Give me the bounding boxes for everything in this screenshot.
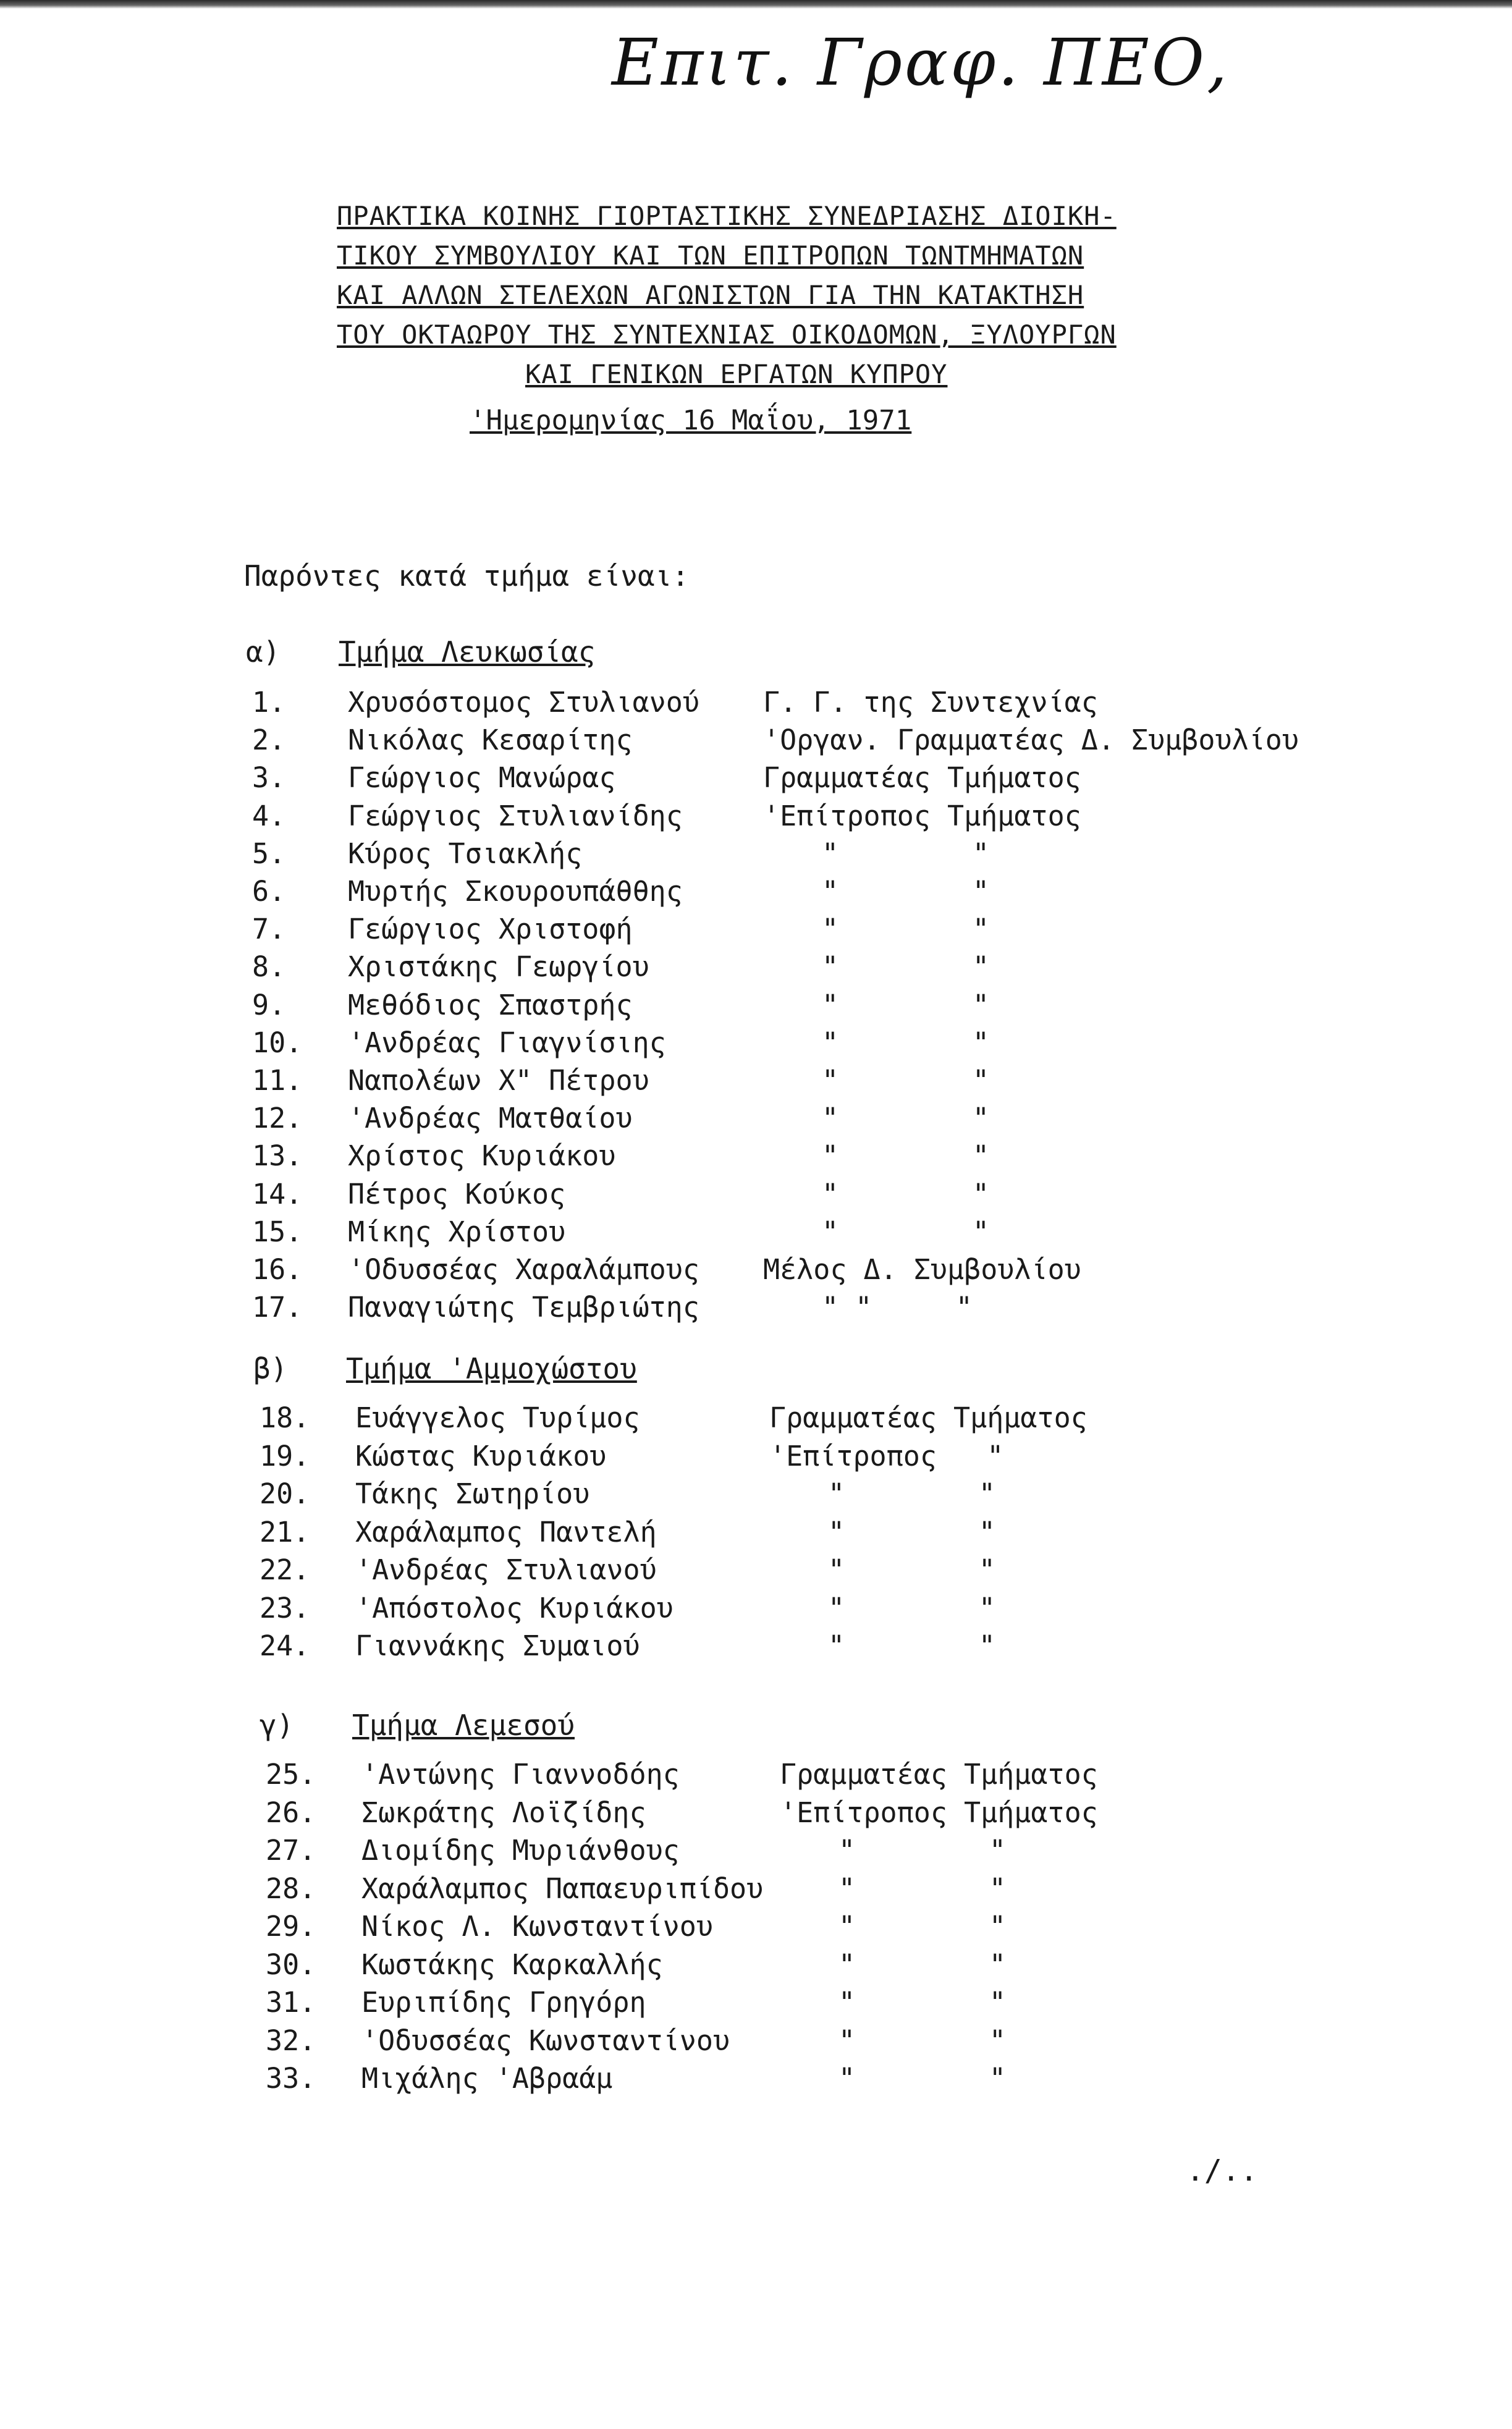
attendee-number: 24. xyxy=(260,1629,310,1662)
section-letter: β) xyxy=(253,1352,288,1385)
attendee-number: 19. xyxy=(260,1440,310,1472)
attendee-number: 20. xyxy=(260,1477,310,1510)
attendee-name: Νίκος Λ. Κωνσταντίνου xyxy=(361,1910,713,1943)
attendee-role: " " xyxy=(838,1910,1006,1943)
attendee-name: Χαράλαμπος Παπαευριπίδου xyxy=(361,1872,764,1905)
document-title xyxy=(337,196,1251,394)
attendee-row xyxy=(260,1477,1475,1514)
attendee-role: " " xyxy=(822,1102,989,1134)
attendee-number: 5. xyxy=(252,837,286,870)
title-line: ΤΟΥ ΟΚΤΑΩΡΟΥ ΤΗΣ ΣΥΝΤΕΧΝΙΑΣ ΟΙΚΟΔΟΜΩΝ, ΞΥΛΟΥΡΓΩΝ xyxy=(337,319,1117,350)
attendee-role: " " xyxy=(822,913,989,945)
attendee-number: 22. xyxy=(260,1553,310,1586)
attendee-name: Νικόλας Κεσαρίτης xyxy=(348,724,633,756)
attendee-role: Γραμματέας Τμήματος xyxy=(769,1401,1088,1434)
attendee-name: Ναπολέων Χ" Πέτρου xyxy=(348,1064,649,1097)
attendee-role: " " xyxy=(828,1477,995,1510)
attendee-role: " " xyxy=(838,2062,1006,2095)
attendee-number: 12. xyxy=(252,1102,303,1134)
attendee-role: " " xyxy=(822,1139,989,1172)
attendee-number: 31. xyxy=(266,1986,316,2019)
attendee-row xyxy=(252,1253,1475,1290)
section-heading xyxy=(260,1709,575,1742)
attendee-row xyxy=(260,1553,1475,1590)
attendee-number: 4. xyxy=(252,800,286,832)
attendee-row xyxy=(252,837,1475,874)
title-line: ΤΙΚΟΥ ΣΥΜΒΟΥΛΙΟΥ ΚΑΙ ΤΩΝ ΕΠΙΤΡΟΠΩΝ ΤΩΝΤΜΗΜΑΤΩΝ xyxy=(337,240,1084,271)
attendee-role: " " xyxy=(838,1872,1006,1905)
attendee-role: " " xyxy=(822,1215,989,1248)
attendee-row xyxy=(260,1516,1475,1553)
attendee-name: Μυρτής Σκουρουπάθθης xyxy=(348,875,683,908)
attendee-name: 'Αντώνης Γιαννοδόης xyxy=(361,1758,680,1791)
attendee-name: Χρίστος Κυριάκου xyxy=(348,1139,616,1172)
attendee-number: 7. xyxy=(252,913,286,945)
attendee-role: Γραμματέας Τμήματος xyxy=(763,761,1081,794)
attendee-row xyxy=(266,1834,1475,1871)
attendee-role: Γ. Γ. της Συντεχνίας xyxy=(763,686,1098,719)
attendee-number: 18. xyxy=(260,1401,310,1434)
attendee-role: " " " xyxy=(822,1291,973,1324)
attendee-role: " " xyxy=(822,1064,989,1097)
scan-edge xyxy=(0,0,1512,9)
attendee-name: 'Απόστολος Κυριάκου xyxy=(355,1592,674,1624)
attendee-role: " " xyxy=(828,1592,995,1624)
section-heading xyxy=(253,1352,637,1385)
attendee-name: Μιχάλης 'Αβραάμ xyxy=(361,2062,613,2095)
section-name: Τμήμα Λευκωσίας xyxy=(339,635,596,669)
attendee-name: Γεώργιος Στυλιανίδης xyxy=(348,800,683,832)
attendee-number: 27. xyxy=(266,1834,316,1867)
attendee-name: Ευάγγελος Τυρίμος xyxy=(355,1401,640,1434)
attendee-row xyxy=(252,761,1475,798)
attendee-number: 25. xyxy=(266,1758,316,1791)
attendee-name: Τάκης Σωτηρίου xyxy=(355,1477,590,1510)
attendee-name: Κύρος Τσιακλής xyxy=(348,837,583,870)
attendee-number: 16. xyxy=(252,1253,303,1286)
attendee-row xyxy=(252,1064,1475,1101)
attendee-row xyxy=(252,1215,1475,1253)
attendee-name: 'Ανδρέας Ματθαίου xyxy=(348,1102,633,1134)
attendee-row xyxy=(266,2024,1475,2061)
attendee-number: 9. xyxy=(252,989,286,1021)
attendee-number: 32. xyxy=(266,2024,316,2057)
attendee-name: Γεώργιος Μανώρας xyxy=(348,761,616,794)
attendee-role: " " xyxy=(828,1516,995,1548)
attendee-number: 13. xyxy=(252,1139,303,1172)
attendee-role: 'Οργαν. Γραμματέας Δ. Συμβουλίου xyxy=(763,724,1299,756)
handwritten-note: Επιτ. Γραφ. ΠΕΟ, xyxy=(612,25,1230,100)
attendee-role: Μέλος Δ. Συμβουλίου xyxy=(763,1253,1081,1286)
attendee-row xyxy=(252,1178,1475,1215)
attendee-role: " " xyxy=(822,989,989,1021)
attendee-role: " " xyxy=(822,1178,989,1210)
attendee-role: " " xyxy=(838,1834,1006,1867)
attendee-name: Διομίδης Μυριάνθους xyxy=(361,1834,680,1867)
attendee-role: 'Επίτροπος " xyxy=(769,1440,1004,1472)
attendee-name: Παναγιώτης Τεμβριώτης xyxy=(348,1291,699,1324)
attendee-role: " " xyxy=(822,837,989,870)
attendee-name: Γεώργιος Χριστοφή xyxy=(348,913,633,945)
attendee-name: Μεθόδιος Σπαστρής xyxy=(348,989,633,1021)
attendee-role: " " xyxy=(822,1026,989,1059)
attendee-row xyxy=(260,1440,1475,1477)
title-line: ΚΑΙ ΓΕΝΙΚΩΝ ΕΡΓΑΤΩΝ ΚΥΠΡΟΥ xyxy=(525,359,948,389)
attendee-row xyxy=(260,1401,1475,1438)
attendee-name: 'Ανδρέας Στυλιανού xyxy=(355,1553,657,1586)
attendee-number: 23. xyxy=(260,1592,310,1624)
attendee-role: 'Επίτροπος Τμήματος xyxy=(763,800,1081,832)
attendee-name: Γιαννάκης Συμαιού xyxy=(355,1629,640,1662)
attendee-row xyxy=(266,1986,1475,2023)
section-letter: γ) xyxy=(260,1709,294,1742)
attendee-number: 14. xyxy=(252,1178,303,1210)
attendee-name: Χρυσόστομος Στυλιανού xyxy=(348,686,699,719)
attendee-number: 15. xyxy=(252,1215,303,1248)
attendee-number: 21. xyxy=(260,1516,310,1548)
attendee-number: 17. xyxy=(252,1291,303,1324)
attendee-row xyxy=(260,1592,1475,1629)
attendee-role: " " xyxy=(838,2024,1006,2057)
attendee-name: Κώστας Κυριάκου xyxy=(355,1440,607,1472)
attendee-number: 28. xyxy=(266,1872,316,1905)
section-name: Τμήμα Λεμεσού xyxy=(352,1709,575,1742)
attendee-name: Μίκης Χρίστου xyxy=(348,1215,566,1248)
attendee-row xyxy=(252,724,1475,761)
continuation-mark: ./.. xyxy=(1186,2153,1258,2188)
document-date: 'Ημερομηνίας 16 Μαΐου, 1971 xyxy=(470,405,912,436)
attendee-row xyxy=(252,686,1475,723)
attendee-number: 10. xyxy=(252,1026,303,1059)
attendee-number: 8. xyxy=(252,950,286,983)
section-name: Τμήμα 'Αμμοχώστου xyxy=(346,1352,637,1385)
attendee-role: " " xyxy=(822,950,989,983)
attendee-row xyxy=(252,913,1475,950)
attendee-number: 29. xyxy=(266,1910,316,1943)
attendee-role: 'Επίτροπος Τμήματος xyxy=(780,1796,1098,1829)
attendee-row xyxy=(266,1910,1475,1947)
attendee-name: Χαράλαμπος Παντελή xyxy=(355,1516,657,1548)
attendee-name: Ευριπίδης Γρηγόρη xyxy=(361,1986,646,2019)
attendee-row xyxy=(266,1758,1475,1795)
attendee-row xyxy=(252,1102,1475,1139)
attendee-number: 6. xyxy=(252,875,286,908)
attendee-row xyxy=(266,1796,1475,1833)
attendee-name: Κωστάκης Καρκαλλής xyxy=(361,1948,663,1981)
attendee-row xyxy=(252,950,1475,987)
attendee-role: " " xyxy=(838,1948,1006,1981)
attendee-role: Γραμματέας Τμήματος xyxy=(780,1758,1098,1791)
attendee-name: Χριστάκης Γεωργίου xyxy=(348,950,649,983)
attendee-number: 1. xyxy=(252,686,286,719)
attendees-intro: Παρόντες κατά τμήμα είναι: xyxy=(244,559,690,593)
attendee-name: 'Οδυσσέας Χαραλάμπους xyxy=(348,1253,699,1286)
attendee-name: Πέτρος Κούκος xyxy=(348,1178,566,1210)
title-line: ΚΑΙ ΑΛΛΩΝ ΣΤΕΛΕΧΩΝ ΑΓΩΝΙΣΤΩΝ ΓΙΑ ΤΗΝ ΚΑΤΑΚΤΗΣΗ xyxy=(337,280,1084,310)
attendee-name: 'Οδυσσέας Κωνσταντίνου xyxy=(361,2024,730,2057)
attendee-row xyxy=(252,800,1475,837)
attendee-row xyxy=(266,2062,1475,2099)
attendee-role: " " xyxy=(828,1629,995,1662)
attendee-row xyxy=(252,989,1475,1026)
title-line: ΠΡΑΚΤΙΚΑ ΚΟΙΝΗΣ ΓΙΟΡΤΑΣΤΙΚΗΣ ΣΥΝΕΔΡΙΑΣΗΣ ΔΙΟΙΚΗ- xyxy=(337,201,1117,231)
attendee-row xyxy=(252,1026,1475,1063)
attendee-row xyxy=(260,1629,1475,1667)
section-letter: α) xyxy=(246,635,281,669)
attendee-role: " " xyxy=(822,875,989,908)
attendee-row xyxy=(252,1291,1475,1328)
attendee-row xyxy=(266,1948,1475,1985)
attendee-name: 'Ανδρέας Γιαγνίσιης xyxy=(348,1026,666,1059)
attendee-number: 26. xyxy=(266,1796,316,1829)
attendee-number: 2. xyxy=(252,724,286,756)
attendee-role: " " xyxy=(838,1986,1006,2019)
attendee-row xyxy=(252,875,1475,912)
attendee-number: 11. xyxy=(252,1064,303,1097)
attendee-number: 33. xyxy=(266,2062,316,2095)
attendee-number: 3. xyxy=(252,761,286,794)
attendee-row xyxy=(252,1139,1475,1176)
attendee-row xyxy=(266,1872,1475,1909)
attendee-name: Σωκράτης Λοϊζίδης xyxy=(361,1796,646,1829)
section-heading xyxy=(246,635,595,669)
attendee-number: 30. xyxy=(266,1948,316,1981)
attendee-role: " " xyxy=(828,1553,995,1586)
